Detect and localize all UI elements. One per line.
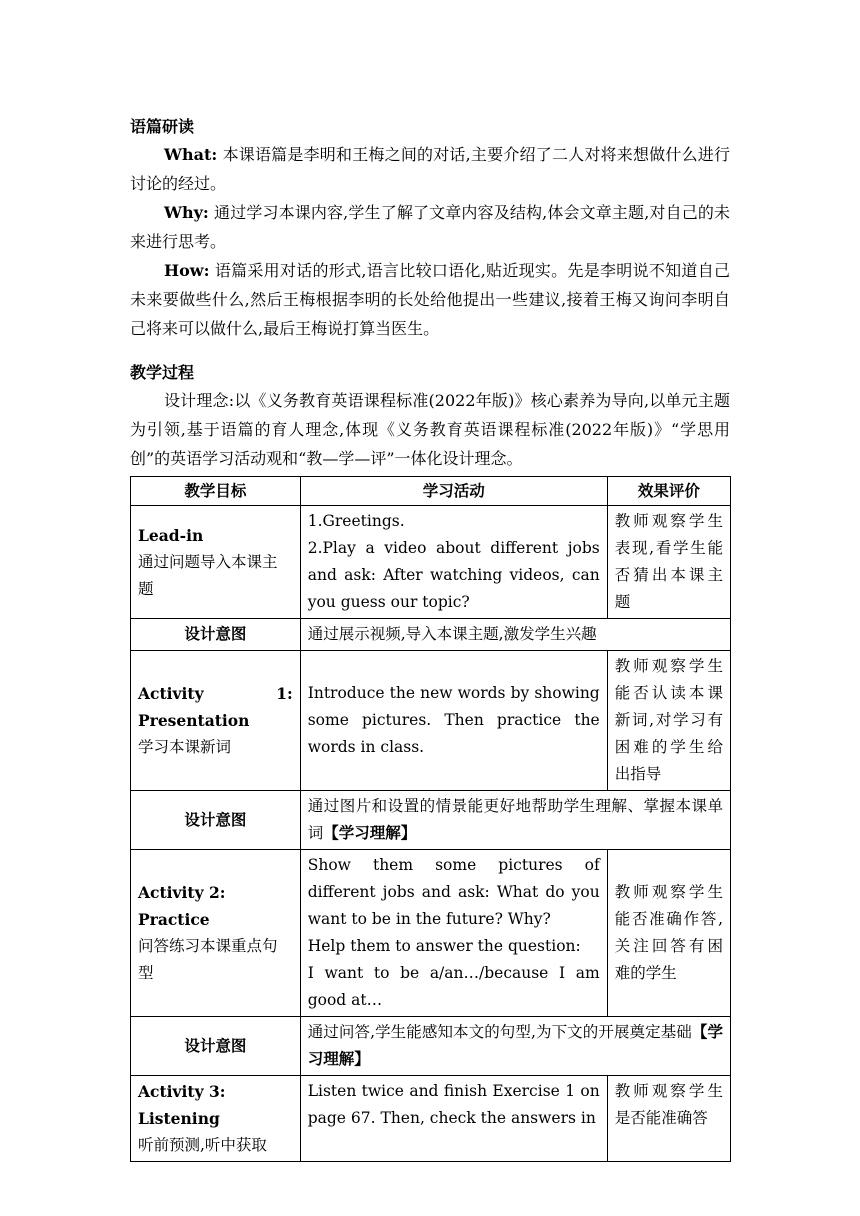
leadin-activity-2: 2.Play a video about different jobs and ask: After watching videos, can you guess our topic?	[307, 539, 600, 611]
act3-title: Activity 3: Listening	[138, 1082, 226, 1128]
leadin-intent-label: 设计意图	[131, 619, 301, 651]
leadin-goal: 通过问题导入本课主题	[138, 552, 278, 598]
act2-goal-cell	[131, 850, 301, 1017]
what-label: What:	[164, 145, 218, 164]
leadin-intent-text: 通过展示视频,导入本课主题,激发学生兴趣	[300, 619, 730, 651]
header-activity: 学习活动	[300, 477, 607, 506]
how-label: How:	[164, 261, 210, 280]
act2-intent-label: 设计意图	[131, 1017, 301, 1076]
table-row-activity-1-intent	[131, 791, 731, 850]
table-header-row	[131, 477, 731, 506]
act1-title-line	[138, 680, 293, 707]
act2-intent-cell	[300, 1017, 730, 1076]
act2-title: Activity 2: Practice	[138, 883, 226, 929]
act1-title-c: Presentation	[138, 711, 250, 730]
act2-intent-tag: 【学习理解】	[307, 1023, 723, 1068]
table-row-activity-3	[131, 1076, 731, 1162]
how-text: 语篇采用对话的形式,语言比较口语化,贴近现实。先是李明说不知道自己未来要做些什么,然后王梅根据李明的长处给他提出一些建议,接着王梅又询问李明自己将来可以做什么,最后王梅说打算当医生。	[130, 261, 730, 338]
act1-goal: 学习本课新词	[138, 738, 232, 756]
leadin-goal-cell	[131, 506, 301, 619]
header-evaluation: 效果评价	[607, 477, 730, 506]
act1-activity-cell: Introduce the new words by showing some pictures. Then practice the words in class.	[300, 651, 607, 791]
section-heading-teaching-process: 教学过程	[130, 363, 195, 382]
table-row-activity-2	[131, 850, 731, 1017]
lesson-plan-table	[130, 476, 731, 1162]
leadin-activity-cell	[300, 506, 607, 619]
table-row-leadin-intent	[131, 619, 731, 651]
act1-intent-cell	[300, 791, 730, 850]
table-row-activity-2-intent	[131, 1017, 731, 1076]
act1-intent-text: 通过图片和设置的情景能更好地帮助学生理解、掌握本课单词	[307, 797, 723, 842]
act1-title-b: 1:	[276, 684, 293, 703]
table-row-leadin	[131, 506, 731, 619]
why-paragraph	[130, 198, 730, 256]
how-paragraph	[130, 256, 730, 343]
design-concept-paragraph: 设计理念:以《义务教育英语课程标准(2022年版)》核心素养为导向,以单元主题为引领,基于语篇的育人理念,体现《义务教育英语课程标准(2022年版)》“学思用创”的英语学习活动观和“教—学—评”一体化设计理念。	[130, 391, 730, 468]
act2-activity-1: Show them some pictures of different jobs and ask: What do you want to be in the future? Why?	[307, 856, 600, 928]
what-text: 本课语篇是李明和王梅之间的对话,主要介绍了二人对将来想做什么进行讨论的经过。	[130, 145, 730, 193]
act1-intent-label: 设计意图	[131, 791, 301, 850]
why-text: 通过学习本课内容,学生了解了文章内容及结构,体会文章主题,对自己的未来进行思考。	[130, 203, 730, 251]
leadin-title: Lead-in	[138, 525, 204, 545]
leadin-activity-1: 1.Greetings.	[307, 512, 405, 530]
act3-goal: 听前预测,听中获取	[138, 1136, 267, 1154]
act2-activity-cell	[300, 850, 607, 1017]
act3-activity-cell: Listen twice and finish Exercise 1 on page 67. Then, check the answers in	[300, 1076, 607, 1162]
leadin-evaluation-cell: 教师观察学生表现,看学生能否猜出本课主题	[607, 506, 730, 619]
act1-evaluation-cell: 教师观察学生能否认读本课新词,对学习有困难的学生给出指导	[607, 651, 730, 791]
header-goal: 教学目标	[131, 477, 301, 506]
act3-evaluation-cell: 教师观察学生是否能准确答	[607, 1076, 730, 1162]
act2-evaluation-cell: 教师观察学生能否准确作答,关注回答有困难的学生	[607, 850, 730, 1017]
why-label: Why:	[164, 203, 209, 222]
act1-intent-tag: 【学习理解】	[323, 824, 417, 842]
act2-goal: 问答练习本课重点句型	[138, 937, 278, 982]
act1-goal-cell	[131, 651, 301, 791]
act2-activity-2: Help them to answer the question:	[307, 937, 581, 955]
act1-title-a: Activity	[138, 684, 204, 703]
table-row-activity-1	[131, 651, 731, 791]
act2-activity-3: I want to be a/an…/because I am good at…	[307, 964, 600, 1009]
what-paragraph	[130, 140, 730, 198]
act2-intent-text: 通过问答,学生能感知本文的句型,为下文的开展奠定基础	[307, 1023, 692, 1041]
act3-goal-cell	[131, 1076, 301, 1162]
section-heading-text-study: 语篇研读	[130, 117, 195, 136]
